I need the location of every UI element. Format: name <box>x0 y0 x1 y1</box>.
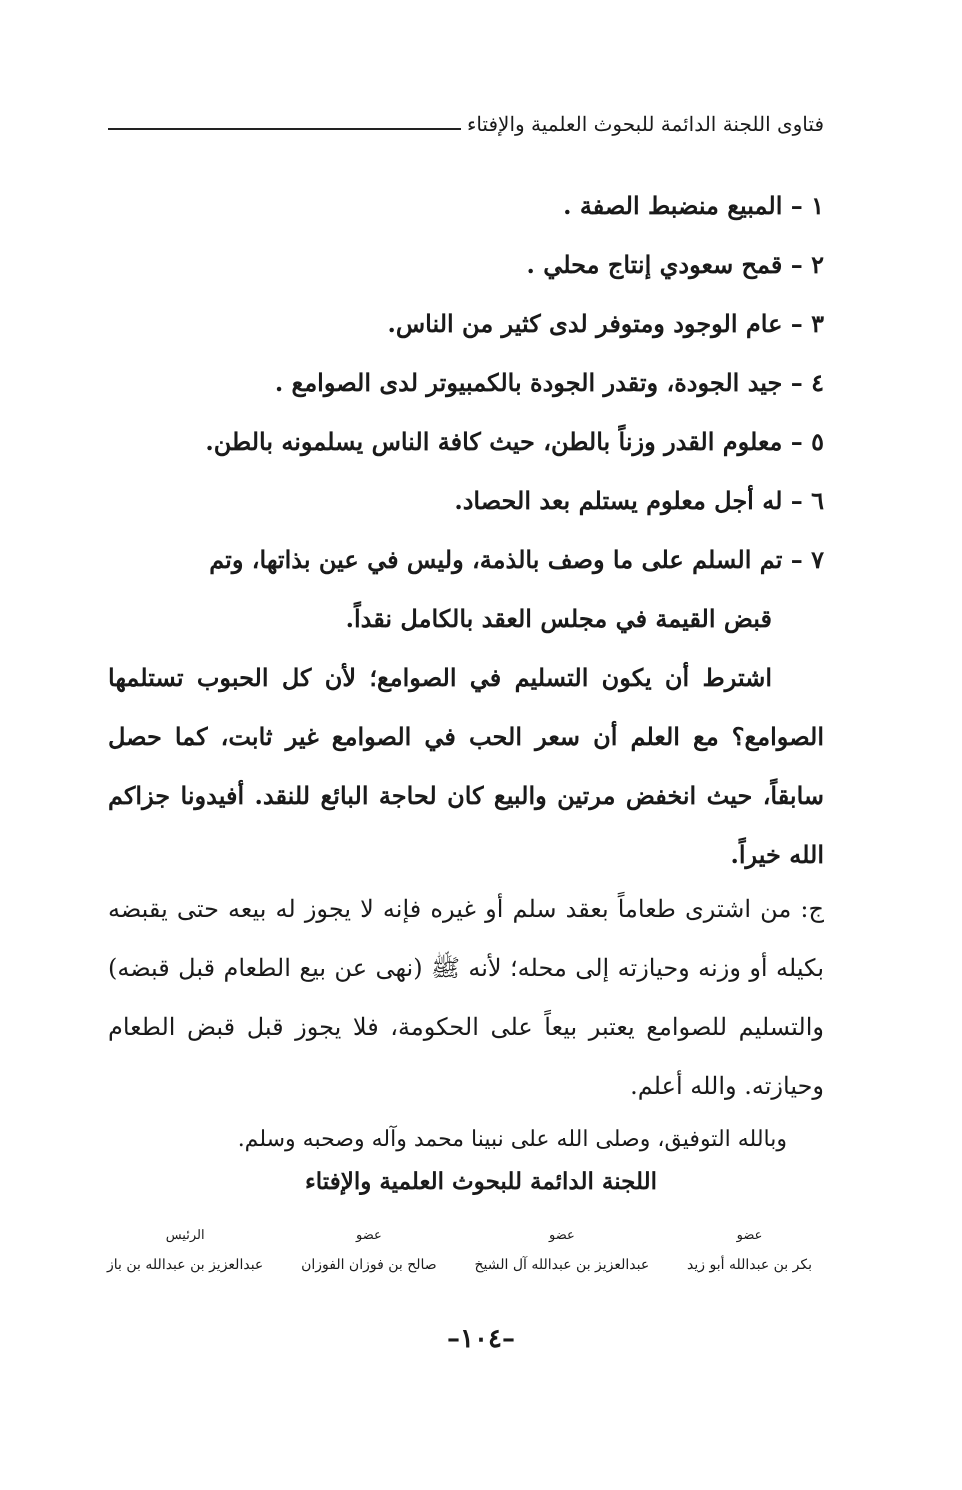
member-role: عضو <box>356 1228 382 1243</box>
closing-text: وبالله التوفيق، وصلى الله على نبينا محمد وآله وصحبه وسلم. <box>237 1127 787 1152</box>
item-number: ٣ – <box>790 309 824 338</box>
signature-member <box>475 1228 650 1273</box>
list-item <box>108 530 824 589</box>
list-item <box>108 353 824 412</box>
list-item <box>108 176 824 235</box>
member-name: صالح بن فوزان الفوزان <box>301 1257 437 1273</box>
item-text: المبيع منضبط الصفة . <box>563 191 783 220</box>
list-item <box>108 235 824 294</box>
member-name: بكر بن عبدالله أبو زيد <box>687 1257 812 1273</box>
item-text: معلوم القدر وزناً بالطن، حيث كافة الناس يسلمونه بالطن. <box>205 427 783 456</box>
item-text: عام الوجود ومتوفر لدى كثير من الناس. <box>387 309 783 338</box>
member-role: الرئيس <box>165 1228 205 1243</box>
item-text: تم السلم على ما وصف بالذمة، وليس في عين بذاتها، وتم <box>209 545 783 574</box>
signature-member <box>301 1228 437 1273</box>
item-text: جيد الجودة، وتقدر الجودة بالكمبيوتر لدى الصوامع . <box>274 368 783 397</box>
member-name: عبدالعزيز بن عبدالله آل الشيخ <box>474 1257 650 1273</box>
list-item <box>108 294 824 353</box>
item-number: ٤ – <box>790 368 824 397</box>
item-number: ٢ – <box>790 250 824 279</box>
member-role: عضو <box>549 1228 575 1243</box>
item-number: ١ – <box>790 191 824 220</box>
signature-chairman <box>107 1228 263 1273</box>
running-title: فتاوى اللجنة الدائمة للبحوث العلمية والإفتاء <box>466 112 824 136</box>
item-number: ٦ – <box>790 486 824 515</box>
item-text: له أجل معلوم يستلم بعد الحصاد. <box>454 486 783 515</box>
list-item <box>108 412 824 471</box>
signatures <box>107 1228 812 1273</box>
page-number: –١٠٤– <box>447 1324 515 1354</box>
item-text: قمح سعودي إنتاج محلي . <box>526 250 783 279</box>
member-role: عضو <box>736 1228 763 1243</box>
list-item <box>108 471 824 530</box>
question-paragraph: اشترط أن يكون التسليم في الصوامع؛ لأن كل الحبوب تستلمها الصوامع؟ مع العلم أن سعر الحب في الصوامع غير ثابت، كما حصل سابقاً، حيث انخفض مرتين والبيع كان لحاجة البائع للنقد. أفيدونا جزاكم الله خيراً. <box>108 663 824 869</box>
question-block <box>108 176 824 884</box>
member-name: عبدالعزيز بن عبدالله بن باز <box>107 1257 264 1273</box>
item-number: ٧ – <box>790 545 824 574</box>
header-rule <box>108 128 461 130</box>
answer-text: ج: من اشترى طعاماً بعقد سلم أو غيره فإنه لا يجوز له بيعه حتى يقبضه بكيله أو وزنه وحيازته إلى محله؛ لأنه ﷺ (نهى عن بيع الطعام قبل قبضه) والتسليم للصوامع يعتبر بيعاً على الحكومة، فلا يجوز قبل قبض الطعام وحيازته. والله أعلم. <box>108 895 824 1100</box>
running-header <box>108 112 824 136</box>
signature-member <box>687 1228 812 1273</box>
item-number: ٥ – <box>790 427 824 456</box>
item-continuation: قبض القيمة في مجلس العقد بالكامل نقداً. <box>345 604 772 633</box>
committee-title: اللجنة الدائمة للبحوث العلمية والإفتاء <box>304 1168 658 1195</box>
